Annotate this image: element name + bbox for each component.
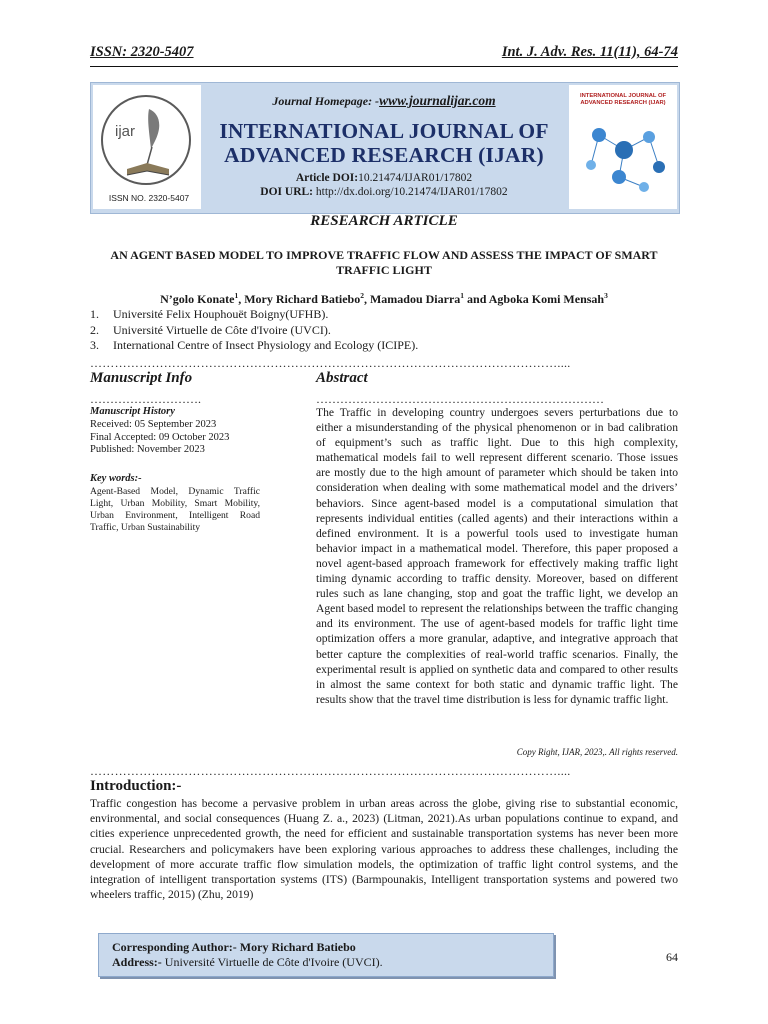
issn-label: ISSN: 2320-5407 [90, 44, 194, 60]
doi-block [203, 171, 565, 199]
corresponding-label: Corresponding Author:- [112, 940, 240, 954]
address-value: Université Virtuelle de Côte d'Ivoire (UVCI). [164, 955, 383, 969]
author-affiliation-mark: 3 [604, 291, 608, 300]
history-heading: Manuscript History [90, 406, 175, 417]
manuscript-history [90, 406, 260, 457]
manuscript-info-dots: ………………………. [90, 392, 201, 406]
abstract-dots: ……………………………………………………………… [316, 392, 604, 406]
separator-dots-bottom: …………………………………………………………………………………………………….... [90, 765, 571, 777]
logo-issn: ISSN NO. 2320-5407 [108, 193, 190, 203]
doi-url-label: DOI URL: [260, 186, 314, 198]
author-name: N’golo Konate [160, 292, 235, 306]
citation-label: Int. J. Adv. Res. 11(11), 64-74 [501, 44, 678, 60]
affiliation-item [90, 338, 678, 354]
article-title-line2: TRAFFIC LIGHT [336, 263, 432, 277]
journal-homepage [203, 93, 565, 109]
author-separator: , [238, 292, 245, 306]
running-header [90, 44, 678, 67]
abstract-text: The Traffic in developing country undergoes severs perturbations due to either a misunderstanding of the physical phenomenon or in bad calibration of equipment’s such as traffic light. Due to this high complexity, mathematical models fail to well represent different scenario. Those issues are mostly due to the high amount of parameter which should be taken into consideration when dealing with some mathematical model and the drivers’ behaviors. Since agent-based model is a computational simulation that represents individual entities (called agents) and their interactions within a defined environment. It is a powerful tools used to investigate human behavior impact in a mathematical model. Therefore, this paper proposed a novel agent-based approach framework for effectively making traffic light timing dynamic according to traffic density. Moreover, based on different rules such as lane changing, stop and goat the traffic light, we develop an Agent based model to represent the relationships between the traffic changing and its environment. The use of agent-based models for traffic light time optimization offers a more granular, adaptive, and integrative approach that better capture the complexities of real-world traffic scenarios. Finally, the experimental result is applied on synthetic data and compared to other results in almost the same context for both static and dynamic traffic light. The results show that the travel time distribution is less for dynamic traffic light. [316, 406, 678, 706]
homepage-link[interactable]: www.journalijar.com [379, 93, 496, 108]
homepage-label: Journal Homepage: - [272, 94, 380, 108]
copyright-notice: Copy Right, IJAR, 2023,. All rights reserved. [516, 747, 678, 757]
author-affiliation-mark: 1 [234, 291, 239, 300]
keywords-heading: Key words:- [90, 473, 142, 484]
molecule-cover-image [569, 85, 677, 209]
author-name: Agboka Komi Mensah [488, 292, 605, 306]
journal-title [203, 119, 565, 167]
introduction-heading: Introduction:- [90, 778, 182, 794]
corresponding-author-box [98, 933, 554, 977]
journal-cover [569, 85, 677, 209]
address-label: Address:- [112, 955, 165, 969]
banner-center [203, 83, 565, 213]
affiliation-list [90, 307, 678, 354]
article-type: RESEARCH ARTICLE [310, 213, 458, 229]
author-affiliation-mark: 1 [460, 291, 465, 300]
affiliation-text: International Centre of Insect Physiology and Ecology (ICIPE). [113, 338, 419, 352]
introduction-text: Traffic congestion has become a pervasive problem in urban areas across the globe, giving rise to substantial economic, environmental, and social consequences (Huang Z. a., 2023) (Litman, 2021).As urban populations continue to expand, and cities experience unprecedented growth, the need for efficient and sustainable transportation systems has never been more crucial. Researchers and policymakers have been exploring various approaches to address these challenges, including the development of more accurate traffic flow simulation models, the optimization of traffic light control systems, and the integration of intelligent transportation systems (ITS) (Barmpounakis, Intelligent transportation systems and powered two wheelers traffic, 2015) (Zhu, 2019) [90, 797, 678, 902]
affiliation-item [90, 307, 678, 323]
journal-title-line1: INTERNATIONAL JOURNAL OF [219, 119, 549, 143]
received-date: Received: 05 September 2023 [90, 418, 217, 430]
author-affiliation-mark: 2 [360, 291, 364, 300]
article-title-line1: AN AGENT BASED MODEL TO IMPROVE TRAFFIC FLOW AND ASSESS THE IMPACT OF SMART [110, 248, 658, 262]
keywords-text: Agent-Based Model, Dynamic Traffic Light, Urban Mobility, Smart Mobility, Urban Environment, Intelligent Road Traffic, Urban Sustainability [90, 485, 260, 534]
author-name: Mory Richard Batiebo [244, 292, 361, 306]
corresponding-address [112, 955, 383, 970]
corresponding-name: Mory Richard Batiebo [239, 940, 356, 954]
doi-value: 10.21474/IJAR01/17802 [358, 172, 473, 184]
author-separator: , [363, 292, 370, 306]
journal-title-line2: ADVANCED RESEARCH (IJAR) [224, 143, 544, 167]
logo-text: ijar [115, 123, 136, 140]
corresponding-author [112, 940, 356, 955]
affiliation-number: 2. [90, 322, 99, 337]
separator-dots: …………………………………………………………………………………………………….... [90, 357, 571, 369]
cover-title: INTERNATIONAL JOURNAL OF ADVANCED RESEARCH (IJAR) [580, 93, 666, 106]
author-name: Mamadou Diarra [369, 292, 461, 306]
affiliation-number: 1. [90, 307, 99, 321]
accepted-date: Final Accepted: 09 October 2023 [90, 431, 230, 443]
author-list [90, 292, 678, 307]
manuscript-info-heading: Manuscript Info [90, 370, 193, 386]
abstract-heading: Abstract [316, 370, 368, 386]
doi-label: Article DOI: [295, 172, 359, 184]
quill-book-icon [97, 91, 197, 191]
affiliation-number: 3. [90, 338, 99, 352]
affiliation-item [90, 323, 678, 339]
affiliation-text: Université Felix Houphouët Boigny(UFHB). [113, 307, 329, 321]
author-separator: and [464, 292, 489, 306]
article-title [90, 248, 678, 278]
keywords-block [90, 473, 260, 535]
journal-banner [90, 82, 680, 214]
affiliation-text: Université Virtuelle de Côte d'Ivoire (UVCI). [113, 322, 331, 337]
page-number: 64 [666, 950, 678, 964]
journal-logo [93, 85, 201, 209]
published-date: Published: November 2023 [90, 444, 205, 456]
doi-url-link[interactable]: http://dx.doi.org/10.21474/IJAR01/17802 [315, 186, 508, 198]
